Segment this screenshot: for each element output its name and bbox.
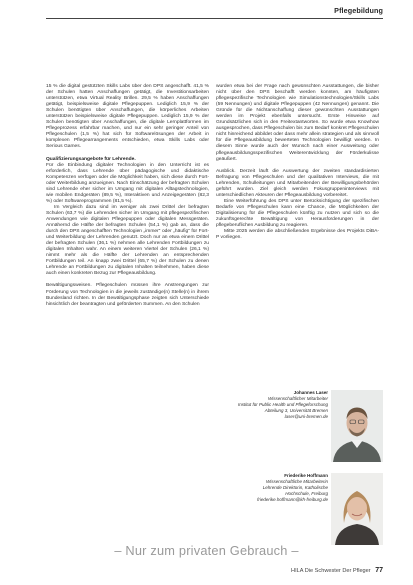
body-paragraph: Mitte 2025 werden die abschließenden Ergebnisse des Projekts DiBA-P vorliegen. <box>216 229 379 241</box>
body-paragraph: wurden etwa bei der Frage nach gewünschten Ausstattungen, die bisher nicht über den DPS beschafft werden konnten, am häufigsten pflegespezifische Technologien wie Simulationstechnologien/Skills Labs (59 Nennungen) und digitale Pflegepuppen (42 Nennungen) genannt. Die Gründe für die Nichtanschaffung dieser gewünschten Ausstattungen werden im Projekt ebenfalls untersucht. Erste Hinweise auf Grundsätzlichen sich in den Freitextantworten. So wurde etwa Knowhow ausgesprochen, dass Pflegeschulen bis zum Bedarf konkret Pflegeschulen nicht hinreichend abbildet oder dass mehr allein strategien und als sinnvoll für die Pflegeausbildung bewerteten Technologien bewilligt werden. In diesem Sinne wurde auch der Wunsch nach einer Ausweitung oder pflegeausbildungsspezifischen Weiterentwicklung der Förderkulisse geäußert. <box>216 84 379 162</box>
footer-source: HILA Die Schwester Der Pfleger <box>291 568 371 574</box>
section-title: Pflegebildung <box>334 6 383 15</box>
author-name: Friederike Hoffmann <box>284 473 328 478</box>
author-box <box>216 390 383 468</box>
author-portrait-icon <box>331 473 383 545</box>
body-paragraph: 15 % die digital gestützten Skills Labs über den DPS angeschafft. 41,5 % der Schulen hatten Anschaffungen getätigt, die Investitionsarbeiten unterstützen, etwa Virtual Reality Brillen. 29,5 % haben Anschaffungen getätigt, beispielsweise digitale Pflegepuppen. Lediglich 15,9 % der Schulen benötigten über Anschaffungen, die körperliches Arbeiten unterstützen beispielsweise digitale Pflegepuppen. Lediglich 15,9 % der Schulen benötigten über Anschaffungen, die digitale Lernplattformen im Pflegeprozess erfahrbar machen, und nur ein sehr geringer Anteil von Pflegeschulen (1,5 %) hat sich für Softwarelösungen der Arbeit in komplexen Pflegearrangements entschieden, etwa Skills Labs oder Serious Games. <box>46 84 209 150</box>
author-institution: Institut für Public Health und Pflegeforschung <box>237 402 328 408</box>
page-footer <box>291 567 383 574</box>
author-portrait-icon <box>331 390 383 462</box>
author-institution: Lehrende Direktorin, Katholische <box>262 485 328 491</box>
author-role: Wissenschaftlicher Mitarbeiter <box>268 396 328 402</box>
body-paragraph: Für die Einbindung digitaler Technologien in den Unterricht ist es erforderlich, dass Lehrende über pädagogische und didaktische Kompetenzen verfügen oder die Möglichkeit haben, sich diese durch Fort- oder Weiterbildung anzueignen. Nach Einschätzung der befragten Schulen sind Lehrende eher sicher im Umgang mit digitalen Alltagstechnologien, wie mobilen Endgeräten (89,5 %), Interaktiven und Anzeigegeräten (82,3 %) oder Softwareprogrammen (81,5 %). <box>46 162 209 204</box>
author-bio <box>216 390 328 420</box>
right-text-column <box>216 84 379 241</box>
author-photo <box>331 390 383 462</box>
author-institution: Hochschule, Freiburg <box>285 491 328 497</box>
body-paragraph: Bewältigungsweisen. Pflegeschulen müssen ihre Anstrengungen zur Förderung von Technologien in die jeweils zuständige(n) Stelle(n) in ihrem Bundesland richten. In der Bewältigungsphase zeigten sich Unterschiede hinsichtlich der beantragten und geförderten Summen. An den Schulen <box>46 283 209 307</box>
page-header <box>0 0 413 28</box>
watermark: – Nur zum privaten Gebrauch – <box>114 543 299 558</box>
subheading: Qualifizierungsangebote für Lehrende. <box>46 156 136 162</box>
author-photo <box>331 473 383 545</box>
header-divider <box>46 18 383 19</box>
body-paragraph: Im Vergleich dazu sind im weniger als zwei Drittel der befragten Schulen (63,7 %) die Lehrenden sicher im Umgang mit pflegespezifischen Anwendungen wie digitalen Pflegepuppen oder digitalen Messgeräten. Annähernd die Hälfte der befragten Schulen (54,1 %) gab an, dass die durch den DPS angeschafften Technologien „immer“ oder „häufig“ für Fort- und Weiterbildung der Lehrenden genutzt. Doch nur an etwa einem Drittel der befragten Schulen (36,1 %) nehmen alle Lehrenden Fortbildungen zu digitalen Inhalten wahr. An einem weiteren Viertel der Schulen (26,1 %) nimmt mehr als die Hälfte der Lehrenden an entsprechenden Fortbildungen teil. An knapp zwei Drittel (65,7 %) der Schulen zu denen Lehrende an Fortbildungen zu digitalen Inhalten teilnehmen, haben diese auch einen konkreten Bezug zur Pflegeausbildung. <box>46 204 209 277</box>
author-institution: Abteilung 3, Universität Bremen <box>264 408 328 414</box>
author-email: friederike.hoffmann@kh-freiburg.de <box>257 497 328 503</box>
page-number: 77 <box>375 567 383 574</box>
author-bio <box>216 473 328 503</box>
author-box <box>216 473 383 551</box>
left-text-column <box>46 84 209 308</box>
author-email: laser@uni-bremen.de <box>284 414 328 420</box>
author-name: Johannes Laser <box>293 390 328 395</box>
author-role: Wissenschaftliche Mitarbeiterin <box>266 479 328 485</box>
body-paragraph: Ausblick. Derzeit läuft die Auswertung der zweiten standardisierten Befragung von Pflegeschulen und der qualitativen Interviews, die mit Lehrenden, Schulleitungen und Mitarbeitenden der Bewilligungsbehörden geführt wurden. Ziel gleich werden Fokusgruppeninterviews mit unterschiedlichen Akteuren der Pflegeausbildung vorbereitet. <box>216 168 379 198</box>
body-paragraph: Eine Weiterführung des DPS unter Berücksichtigung der spezifischen Bedarfe von Pflegeschulen kann eine Chance, die Möglichkeiten der Digitalisierung für die Pflegeschulen künftig zu nutzen und sich so die zukunftsgerechte Bewältigung von Herausforderungen in der pflegeberuflichen Ausbildung zu reagieren. <box>216 198 379 229</box>
